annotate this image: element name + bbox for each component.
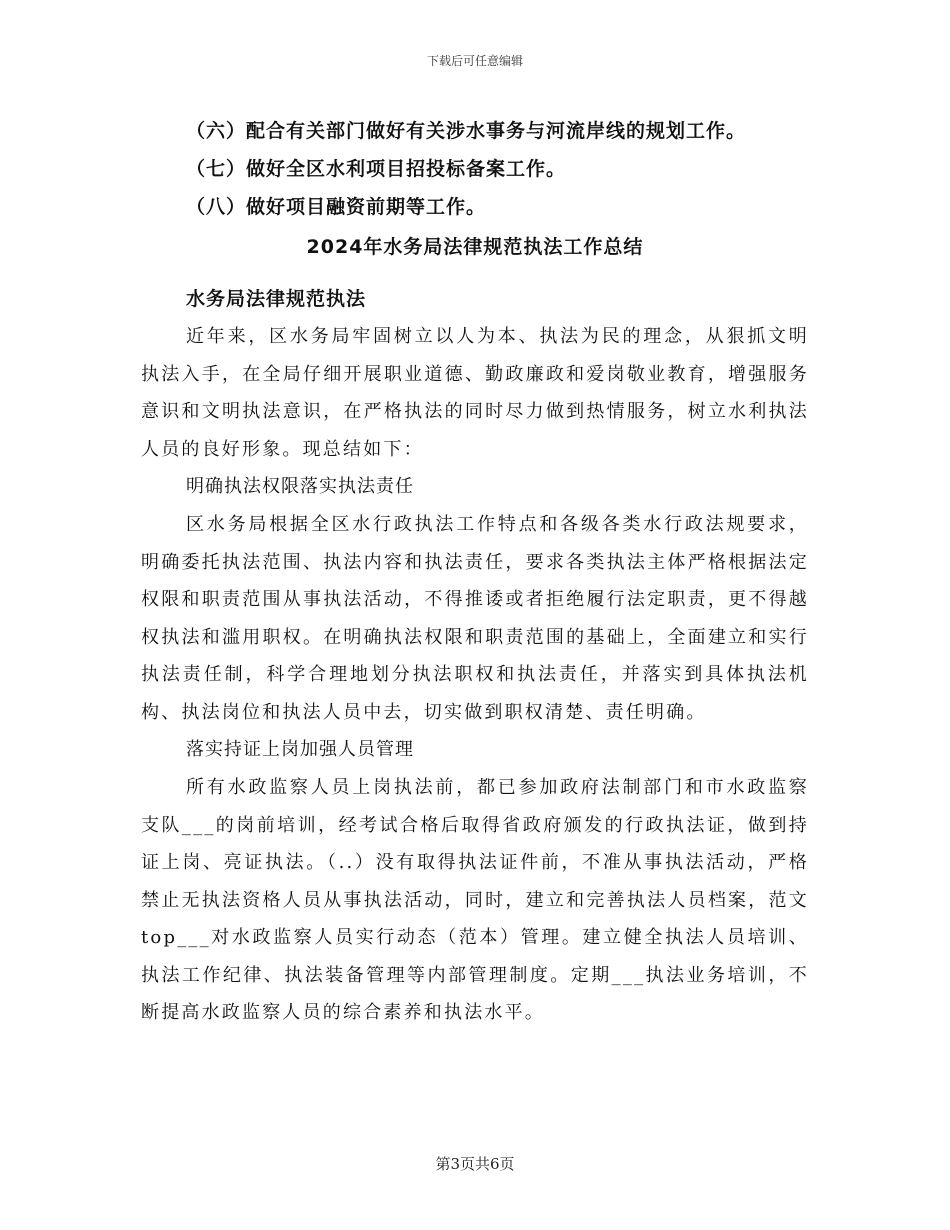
document-body <box>141 280 809 1032</box>
document-title: 2024年水务局法律规范执法工作总结 <box>306 236 644 258</box>
task-list <box>186 112 866 226</box>
page-footer: 第3页共6页 <box>435 1155 515 1173</box>
list-item-8: （八）做好项目融资前期等工作。 <box>186 196 487 218</box>
main-heading: 水务局法律规范执法 <box>186 288 367 310</box>
section-heading-2: 落实持证上岗加强人员管理 <box>186 739 414 760</box>
list-item-7: （七）做好全区水利项目招投标备案工作。 <box>186 158 567 180</box>
intro-paragraph: 近年来，区水务局牢固树立以人为本、执法为民的理念，从狠抓文明执法入手，在全局仔细开展职业道德、勤政廉政和爱岗敬业教育，增强服务意识和文明执法意识，在严格执法的同时尽力做到热情服务，树立水利执法人员的良好形象。现总结如下： <box>141 326 809 460</box>
section-paragraph-2: 所有水政监察人员上岗执法前，都已参加政府法制部门和市水政监察支队___的岗前培训，经考试合格后取得省政府颁发的行政执法证，做到持证上岗、亮证执法。（..）没有取得执法证件前，不准从事执法活动，严格禁止无执法资格人员从事执法活动，同时，建立和完善执法人员档案，范文top___对水政监察人员实行动态（范本）管理。建立健全执法人员培训、执法工作纪律、执法装备管理等内部管理制度。定期___执法业务培训，不断提高水政监察人员的综合素养和执法水平。 <box>141 777 809 1023</box>
list-item-6: （六）配合有关部门做好有关涉水事务与河流岸线的规划工作。 <box>186 120 747 142</box>
header-note: 下载后可任意编辑 <box>426 54 523 68</box>
section-heading-1: 明确执法权限落实执法责任 <box>186 476 414 497</box>
section-paragraph-1: 区水务局根据全区水行政执法工作特点和各级各类水行政法规要求，明确委托执法范围、执法内容和执法责任，要求各类执法主体严格根据法定权限和职责范围从事执法活动，不得推诿或者拒绝履行法定职责，更不得越权执法和滥用职权。在明确执法权限和职责范围的基础上，全面建立和实行执法责任制，科学合理地划分执法职权和执法责任，并落实到具体执法机构、执法岗位和执法人员中去，切实做到职权清楚、责任明确。 <box>141 514 809 723</box>
